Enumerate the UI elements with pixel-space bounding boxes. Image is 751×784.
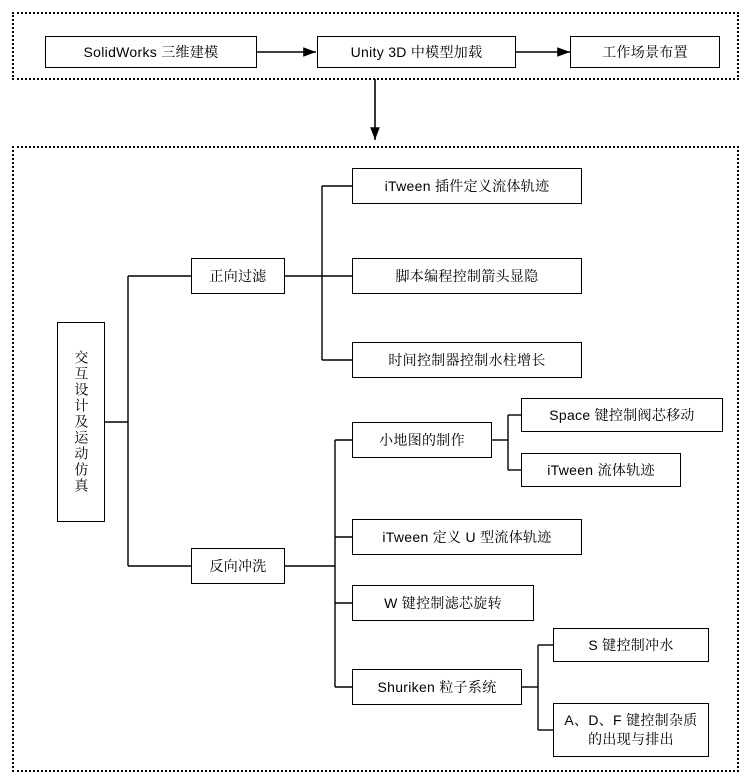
node-forward-filter[interactable] bbox=[191, 258, 285, 294]
node-adf-impurity[interactable] bbox=[553, 703, 709, 757]
node-label: A、D、F 键控制杂质的出现与排出 bbox=[564, 712, 698, 747]
node-label: SolidWorks 三维建模 bbox=[83, 43, 219, 60]
node-label: W 键控制滤芯旋转 bbox=[384, 594, 502, 611]
node-label: 反向冲洗 bbox=[209, 557, 267, 574]
node-label: 小地图的制作 bbox=[379, 431, 465, 448]
node-label: Space 键控制阀芯移动 bbox=[549, 406, 695, 423]
node-solidworks[interactable] bbox=[45, 36, 257, 68]
node-label: Shuriken 粒子系统 bbox=[377, 678, 497, 695]
node-timer-water[interactable] bbox=[352, 342, 582, 378]
node-label: 时间控制器控制水柱增长 bbox=[388, 351, 546, 368]
node-label: Unity 3D 中模型加载 bbox=[350, 43, 483, 60]
node-label: iTween 流体轨迹 bbox=[547, 461, 655, 478]
node-backwash[interactable] bbox=[191, 548, 285, 584]
node-scene-layout[interactable] bbox=[570, 36, 720, 68]
node-script-arrow[interactable] bbox=[352, 258, 582, 294]
node-minimap[interactable] bbox=[352, 422, 492, 458]
node-label: S 键控制冲水 bbox=[588, 636, 674, 653]
node-root[interactable] bbox=[57, 322, 105, 522]
node-label: 交互设计及运动仿真 bbox=[73, 350, 90, 494]
node-label: 正向过滤 bbox=[209, 267, 267, 284]
node-w-rotate[interactable] bbox=[352, 585, 534, 621]
node-itween-u[interactable] bbox=[352, 519, 582, 555]
node-unity-load[interactable] bbox=[317, 36, 516, 68]
node-s-flush[interactable] bbox=[553, 628, 709, 662]
node-label: 脚本编程控制箭头显隐 bbox=[395, 267, 539, 284]
node-itween-fluid[interactable] bbox=[521, 453, 681, 487]
node-space-valve[interactable] bbox=[521, 398, 723, 432]
node-itween-path[interactable] bbox=[352, 168, 582, 204]
node-label: iTween 插件定义流体轨迹 bbox=[384, 177, 550, 194]
node-label: iTween 定义 U 型流体轨迹 bbox=[382, 528, 552, 545]
node-label: 工作场景布置 bbox=[602, 43, 688, 60]
node-shuriken[interactable] bbox=[352, 669, 522, 705]
